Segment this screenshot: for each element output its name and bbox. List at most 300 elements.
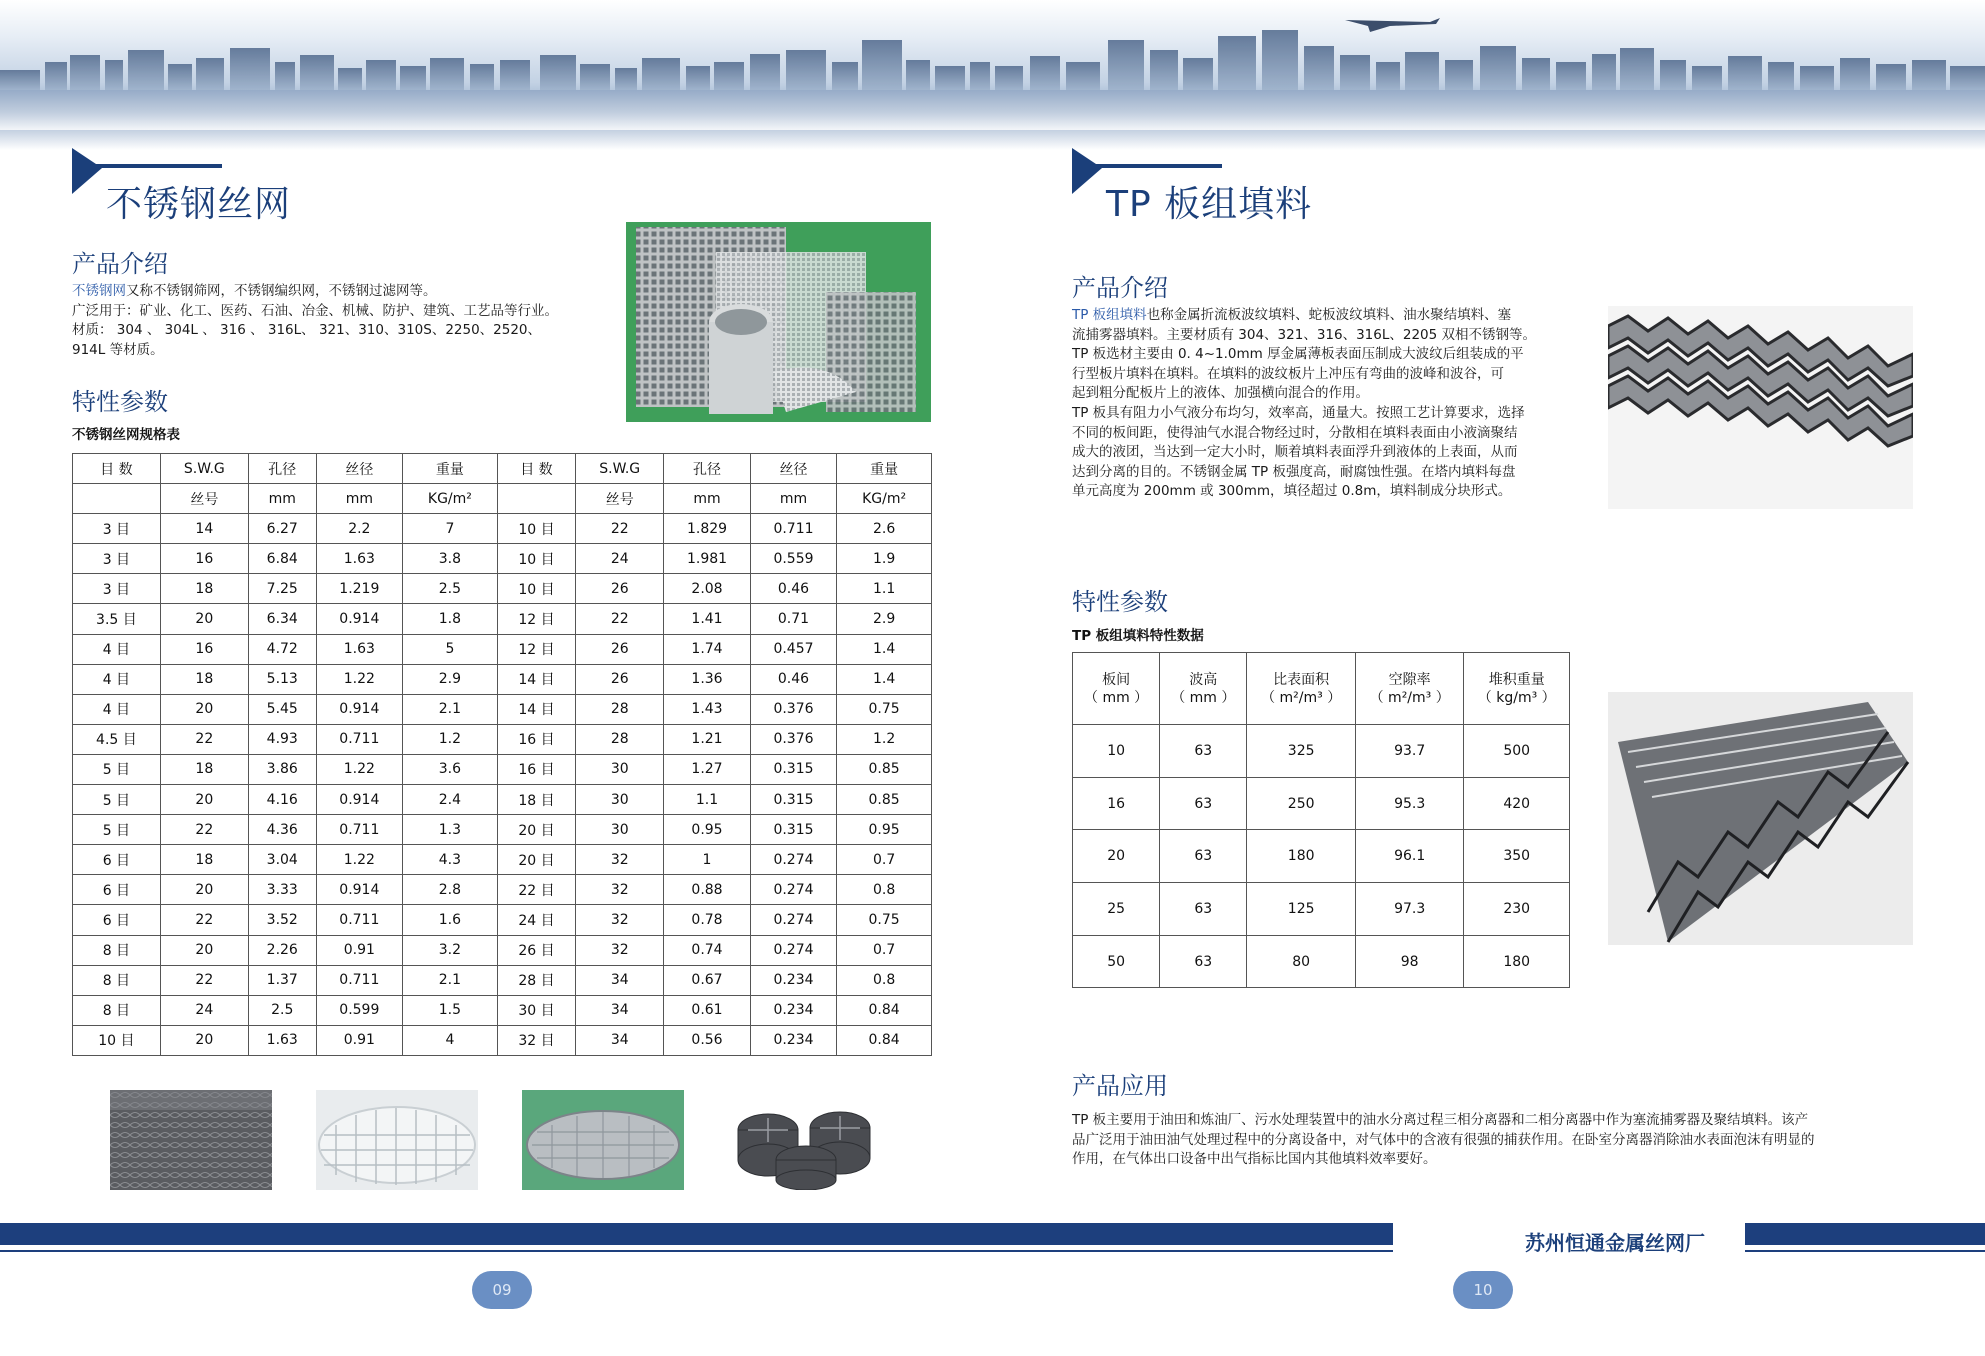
table-cell: 4.5 目 [73,724,161,754]
table-cell: 50 [1073,935,1160,988]
table-cell: 24 [576,544,664,574]
spec-table [72,453,932,1056]
table-cell: 7.25 [248,574,316,604]
table-cell: 0.46 [750,574,836,604]
table-cell: 97.3 [1355,883,1464,936]
table-cell: 3.86 [248,754,316,784]
left-params-heading: 特性参数 [72,388,168,416]
table-cell: 16 目 [497,754,575,784]
table-cell: 18 [160,754,248,784]
table-cell: 0.711 [316,905,402,935]
left-intro-line1: 又称不锈钢筛网，不锈钢编织网，不锈钢过滤网等。 [126,283,437,299]
table-cell: 0.84 [837,1025,932,1055]
table-header-cell: 比表面积 （ m²/m³ ） [1247,653,1356,725]
table-cell: 0.711 [750,514,836,544]
table-cell: 95.3 [1355,777,1464,830]
table-cell: 0.67 [664,965,750,995]
table-cell: 丝径 [316,454,402,484]
demister-grid-photo [316,1090,478,1190]
header-skyline-banner [0,0,1985,150]
table-cell: 6.34 [248,604,316,634]
table-cell: 0.376 [750,694,836,724]
table-cell: 0.7 [837,845,932,875]
table-cell: 20 [160,935,248,965]
table-cell: S.W.G [160,454,248,484]
table-cell: 63 [1160,830,1247,883]
right-intro-line: 成大的液团，当达到一定大小时，顺着填料表面浮升到液体的上表面，从而 [1072,444,1518,461]
table-cell: 3.5 目 [73,604,161,634]
table-cell: 14 [160,514,248,544]
table-cell: 180 [1464,935,1570,988]
table-cell: 1.6 [403,905,498,935]
table-cell: 12 目 [497,604,575,634]
table-cell: 0.234 [750,965,836,995]
table-cell: 7 [403,514,498,544]
table-cell: 1.74 [664,634,750,664]
right-app-line: 品广泛用于油田油气处理过程中的分离设备中，对气体中的含液有很强的捕获作用。在卧室分离器消除油水表面泡沫有明显的 [1072,1131,1815,1148]
table-cell: 8 目 [73,965,161,995]
table-cell: 26 [576,574,664,604]
table-cell: 3 目 [73,574,161,604]
table-cell: 1 [664,845,750,875]
table-cell: 2.1 [403,694,498,724]
table-cell: 10 [1073,725,1160,778]
table-cell: 5 [403,634,498,664]
table-row [73,634,932,664]
footer-band-left [0,1223,1393,1245]
table-row [73,1025,932,1055]
table-header-cell: 空隙率 （ m²/m³ ） [1355,653,1464,725]
table-cell: 20 [160,785,248,815]
table-cell: 孔径 [248,454,316,484]
table-row [73,574,932,604]
table-cell: 目 数 [497,454,575,484]
table-cell: 16 [160,544,248,574]
table-cell: 6 目 [73,875,161,905]
right-intro-line: 也称金属折流板波纹填料、蛇板波纹填料、油水聚结填料、塞 [1146,307,1512,323]
table-cell: 5.45 [248,694,316,724]
table-row [1073,935,1570,988]
table-row [73,694,932,724]
company-name: 苏州恒通金属丝网厂 [1525,1231,1705,1255]
table-row [73,664,932,694]
table-cell: 0.914 [316,875,402,905]
right-intro-highlight: TP 板组填料 [1072,307,1147,323]
table-row [73,905,932,935]
table-cell: 2.9 [403,664,498,694]
table-cell: 32 目 [497,1025,575,1055]
table-cell: 32 [576,845,664,875]
table-cell: 180 [1247,830,1356,883]
right-intro-line: TP 板具有阻力小气液分布均匀，效率高，通量大。按照工艺计算要求，选择 [1072,404,1525,421]
table-cell: 28 [576,724,664,754]
table-cell: 34 [576,965,664,995]
right-intro-line: 起到粗分配板片上的液体、加强横向混合的作用。 [1072,385,1369,402]
right-table-caption: TP 板组填料特性数据 [1072,628,1204,644]
footer-band-right [1745,1223,1985,1245]
page-number-right: 10 [1453,1271,1513,1309]
table-cell: 0.85 [837,754,932,784]
table-cell: 0.88 [664,875,750,905]
table-cell: 230 [1464,883,1570,936]
table-cell: 10 目 [497,574,575,604]
tp-packing-photo-bottom [1608,692,1913,945]
footer-line-right [1745,1250,1985,1252]
table-row [1073,883,1570,936]
table-cell: 1.219 [316,574,402,604]
table-cell: 0.274 [750,905,836,935]
table-cell: 3.6 [403,754,498,784]
table-cell: 1.22 [316,845,402,875]
table-cell: 0.711 [316,724,402,754]
table-cell: 2.2 [316,514,402,544]
table-cell: 30 目 [497,995,575,1025]
table-cell: 丝径 [750,454,836,484]
left-intro-line2: 广泛用于：矿业、化工、医药、石油、冶金、机械、防护、建筑、工艺品等行业。 [72,302,558,319]
table-row [73,724,932,754]
table-cell: 350 [1464,830,1570,883]
table-cell: 93.7 [1355,725,1464,778]
table-cell: 3.8 [403,544,498,574]
table-cell: 0.559 [750,544,836,574]
table-cell: 22 [576,604,664,634]
table-cell: 26 [576,664,664,694]
table-cell: 1.36 [664,664,750,694]
table-cell: 14 目 [497,664,575,694]
right-app-line: TP 板主要用于油田和炼油厂、污水处理装置中的油水分离过程三相分离器和二相分离器中作为塞流捕雾器及聚结填料。该产 [1072,1112,1809,1128]
table-cell: 500 [1464,725,1570,778]
table-cell: 0.75 [837,905,932,935]
right-intro-text [1072,306,1592,502]
table-cell: 4.3 [403,845,498,875]
table-cell: 6 目 [73,845,161,875]
table-cell: 25 [1073,883,1160,936]
table-cell: 18 [160,845,248,875]
table-cell: KG/m² [837,484,932,514]
table-cell: 0.8 [837,875,932,905]
table-cell: 1.4 [837,634,932,664]
table-cell: 目 数 [73,454,161,484]
table-unit-row [73,484,932,514]
table-cell [497,484,575,514]
table-row [73,965,932,995]
table-cell: 0.599 [316,995,402,1025]
table-row [1073,777,1570,830]
table-row [73,604,932,634]
table-cell: 18 [160,664,248,694]
table-cell: 20 [160,604,248,634]
table-cell: 80 [1247,935,1356,988]
table-cell: 30 [576,785,664,815]
table-cell: 12 目 [497,634,575,664]
table-cell: 10 目 [497,514,575,544]
table-cell: 2.9 [837,604,932,634]
table-cell: 2.8 [403,875,498,905]
right-title-block [1072,148,1392,225]
table-cell [73,484,161,514]
table-cell: 3.33 [248,875,316,905]
table-cell: 32 [576,935,664,965]
table-cell: 325 [1247,725,1356,778]
table-cell: 0.234 [750,1025,836,1055]
footer-line-left [0,1250,1393,1252]
table-cell: 14 目 [497,694,575,724]
table-cell: 1.2 [403,724,498,754]
table-cell: 1.63 [316,544,402,574]
table-cell: 16 [160,634,248,664]
table-cell: 22 [160,965,248,995]
table-row [73,514,932,544]
right-intro-line: 不同的板间距，使得油气水混合物经过时，分散相在填料表面由小液滴聚结 [1072,424,1518,441]
right-page-title: TP 板组填料 [1106,184,1313,225]
left-table-caption: 不锈钢丝网规格表 [72,427,180,443]
table-cell: 丝号 [576,484,664,514]
table-cell: 1.829 [664,514,750,544]
table-cell: 24 [160,995,248,1025]
table-cell: 8 目 [73,995,161,1025]
table-cell: KG/m² [403,484,498,514]
table-cell: 4 [403,1025,498,1055]
table-cell: 4 目 [73,634,161,664]
table-cell: 26 [576,634,664,664]
table-cell: 125 [1247,883,1356,936]
table-row [1073,830,1570,883]
table-cell: 26 目 [497,935,575,965]
table-cell: 6.27 [248,514,316,544]
table-cell: S.W.G [576,454,664,484]
table-cell: 0.8 [837,965,932,995]
table-cell: 96.1 [1355,830,1464,883]
table-cell: 3.2 [403,935,498,965]
table-cell: 3.52 [248,905,316,935]
table-cell: 0.71 [750,604,836,634]
right-app-heading: 产品应用 [1072,1072,1168,1100]
left-intro-line4: 914L 等材质。 [72,341,164,358]
table-cell: 22 [160,724,248,754]
table-cell: 0.95 [664,815,750,845]
table-cell: 18 [160,574,248,604]
table-cell: 4.93 [248,724,316,754]
table-cell: 20 目 [497,845,575,875]
table-row [73,785,932,815]
right-app-line: 作用，在气体出口设备中出气指标比国内其他填料效率要好。 [1072,1151,1437,1168]
table-cell: 0.91 [316,1025,402,1055]
table-cell: 0.95 [837,815,932,845]
table-cell: 16 [1073,777,1160,830]
table-cell: 0.61 [664,995,750,1025]
table-cell: 1.1 [664,785,750,815]
table-cell: 28 目 [497,965,575,995]
table-cell: 1.63 [316,634,402,664]
table-cell: 1.2 [837,724,932,754]
demister-disc-photo [522,1090,684,1190]
table-cell: 3.04 [248,845,316,875]
table-cell: 2.4 [403,785,498,815]
table-cell: 0.234 [750,995,836,1025]
table-cell: 1.1 [837,574,932,604]
table-cell: 32 [576,905,664,935]
table-cell: 4 目 [73,694,161,724]
table-cell: 20 [160,694,248,724]
table-cell: 34 [576,995,664,1025]
table-header-cell: 堆积重量 （ kg/m³ ） [1464,653,1570,725]
table-cell: 0.914 [316,694,402,724]
table-cell: 1.22 [316,754,402,784]
table-row [73,935,932,965]
table-header-cell: 板间 （ mm ） [1073,653,1160,725]
table-header-row [73,454,932,484]
left-intro-line3: 材质： 304 、 304L 、 316 、 316L、 321、310、310S、2250、2520、 [72,322,542,339]
table-cell: 1.9 [837,544,932,574]
table-cell: 1.5 [403,995,498,1025]
table-cell: 30 [576,754,664,784]
table-cell: 4.36 [248,815,316,845]
right-params-heading: 特性参数 [1072,588,1168,616]
table-cell: 20 目 [497,815,575,845]
table-cell: 1.3 [403,815,498,845]
table-header-cell: 波高 （ mm ） [1160,653,1247,725]
demister-pad-photo [110,1090,272,1190]
table-cell: 0.84 [837,995,932,1025]
right-intro-line: TP 板选材主要由 0. 4~1.0mm 厚金属薄板表面压制成大波纹后组装成的平 [1072,346,1524,363]
table-cell: 63 [1160,725,1247,778]
table-cell: 5 目 [73,815,161,845]
table-cell: 6.84 [248,544,316,574]
table-cell: 3 目 [73,544,161,574]
table-row [73,875,932,905]
table-cell: 63 [1160,935,1247,988]
table-cell: 2.5 [403,574,498,604]
right-intro-line: 达到分离的目的。不锈钢金属 TP 板强度高，耐腐蚀性强。在塔内填料每盘 [1072,463,1516,480]
table-row [1073,725,1570,778]
table-cell: 1.27 [664,754,750,784]
table-cell: 22 [160,905,248,935]
table-cell: 0.46 [750,664,836,694]
table-cell: 1.41 [664,604,750,634]
right-intro-line: 单元高度为 200mm 或 300mm，填径超过 0.8m，填料制成分块形式。 [1072,483,1512,500]
table-cell: 420 [1464,777,1570,830]
table-cell: 0.315 [750,754,836,784]
table-cell: 0.376 [750,724,836,754]
table-cell: 18 目 [497,785,575,815]
table-cell: 2.6 [837,514,932,544]
table-cell: 20 [160,875,248,905]
table-cell: 0.914 [316,785,402,815]
table-cell: 5 目 [73,785,161,815]
right-intro-heading: 产品介绍 [1072,274,1168,302]
table-cell: 30 [576,815,664,845]
table-cell: 10 目 [73,1025,161,1055]
table-row [73,544,932,574]
left-page-title: 不锈钢丝网 [106,184,292,225]
left-title-block [72,148,392,225]
table-cell: mm [750,484,836,514]
table-cell: 0.85 [837,785,932,815]
right-app-text [1072,1111,1912,1170]
table-cell: 重量 [403,454,498,484]
table-cell: 2.1 [403,965,498,995]
table-cell: mm [664,484,750,514]
demister-cylinders-photo [728,1090,890,1190]
table-cell: 22 [160,815,248,845]
table-cell: 22 目 [497,875,575,905]
table-cell: 5.13 [248,664,316,694]
table-cell: 63 [1160,883,1247,936]
table-row [73,995,932,1025]
table-cell: 0.274 [750,845,836,875]
table-cell: 0.914 [316,604,402,634]
table-cell: 4.72 [248,634,316,664]
table-cell: 0.7 [837,935,932,965]
table-cell: 0.711 [316,965,402,995]
table-cell: 0.274 [750,875,836,905]
table-cell: 重量 [837,454,932,484]
left-intro-text [72,282,612,360]
table-cell: 4.16 [248,785,316,815]
table-cell: 20 [160,1025,248,1055]
table-cell: 250 [1247,777,1356,830]
table-cell: 20 [1073,830,1160,883]
table-cell: 1.981 [664,544,750,574]
table-cell: 98 [1355,935,1464,988]
table-cell: 0.457 [750,634,836,664]
table-cell: 0.91 [316,935,402,965]
table-cell: 1.22 [316,664,402,694]
table-cell: 1.8 [403,604,498,634]
table-cell: 1.21 [664,724,750,754]
table-cell: 0.74 [664,935,750,965]
table-cell: 1.63 [248,1025,316,1055]
table-cell: 32 [576,875,664,905]
table-cell: 3 目 [73,514,161,544]
wire-mesh-photo [626,222,931,422]
table-cell: 1.43 [664,694,750,724]
table-cell: 2.5 [248,995,316,1025]
tp-table [1072,652,1570,988]
table-cell: 24 目 [497,905,575,935]
table-cell: mm [248,484,316,514]
right-intro-line: 行型板片填料在填料。在填料的波纹板片上冲压有弯曲的波峰和波谷，可 [1072,365,1504,382]
table-cell: 4 目 [73,664,161,694]
table-row [73,845,932,875]
left-intro-heading: 产品介绍 [72,250,168,278]
table-cell: 1.4 [837,664,932,694]
table-cell: 0.75 [837,694,932,724]
table-cell: 0.315 [750,815,836,845]
table-cell: 孔径 [664,454,750,484]
table-cell: 2.26 [248,935,316,965]
table-cell: 0.315 [750,785,836,815]
table-cell: 0.711 [316,815,402,845]
left-intro-highlight: 不锈钢网 [72,283,126,299]
table-cell: 6 目 [73,905,161,935]
table-header-row [1073,653,1570,725]
table-row [73,754,932,784]
table-cell: 0.56 [664,1025,750,1055]
table-cell: 0.274 [750,935,836,965]
page-number-left: 09 [472,1271,532,1309]
table-cell: 5 目 [73,754,161,784]
table-row [73,815,932,845]
table-cell: 34 [576,1025,664,1055]
table-cell: 10 目 [497,544,575,574]
table-cell: 1.37 [248,965,316,995]
table-cell: 63 [1160,777,1247,830]
right-intro-line: 流捕雾器填料。主要材质有 304、321、316、316L、2205 双相不锈钢等。 [1072,326,1537,343]
tp-packing-photo-top [1608,306,1913,509]
table-cell: 28 [576,694,664,724]
table-cell: 2.08 [664,574,750,604]
